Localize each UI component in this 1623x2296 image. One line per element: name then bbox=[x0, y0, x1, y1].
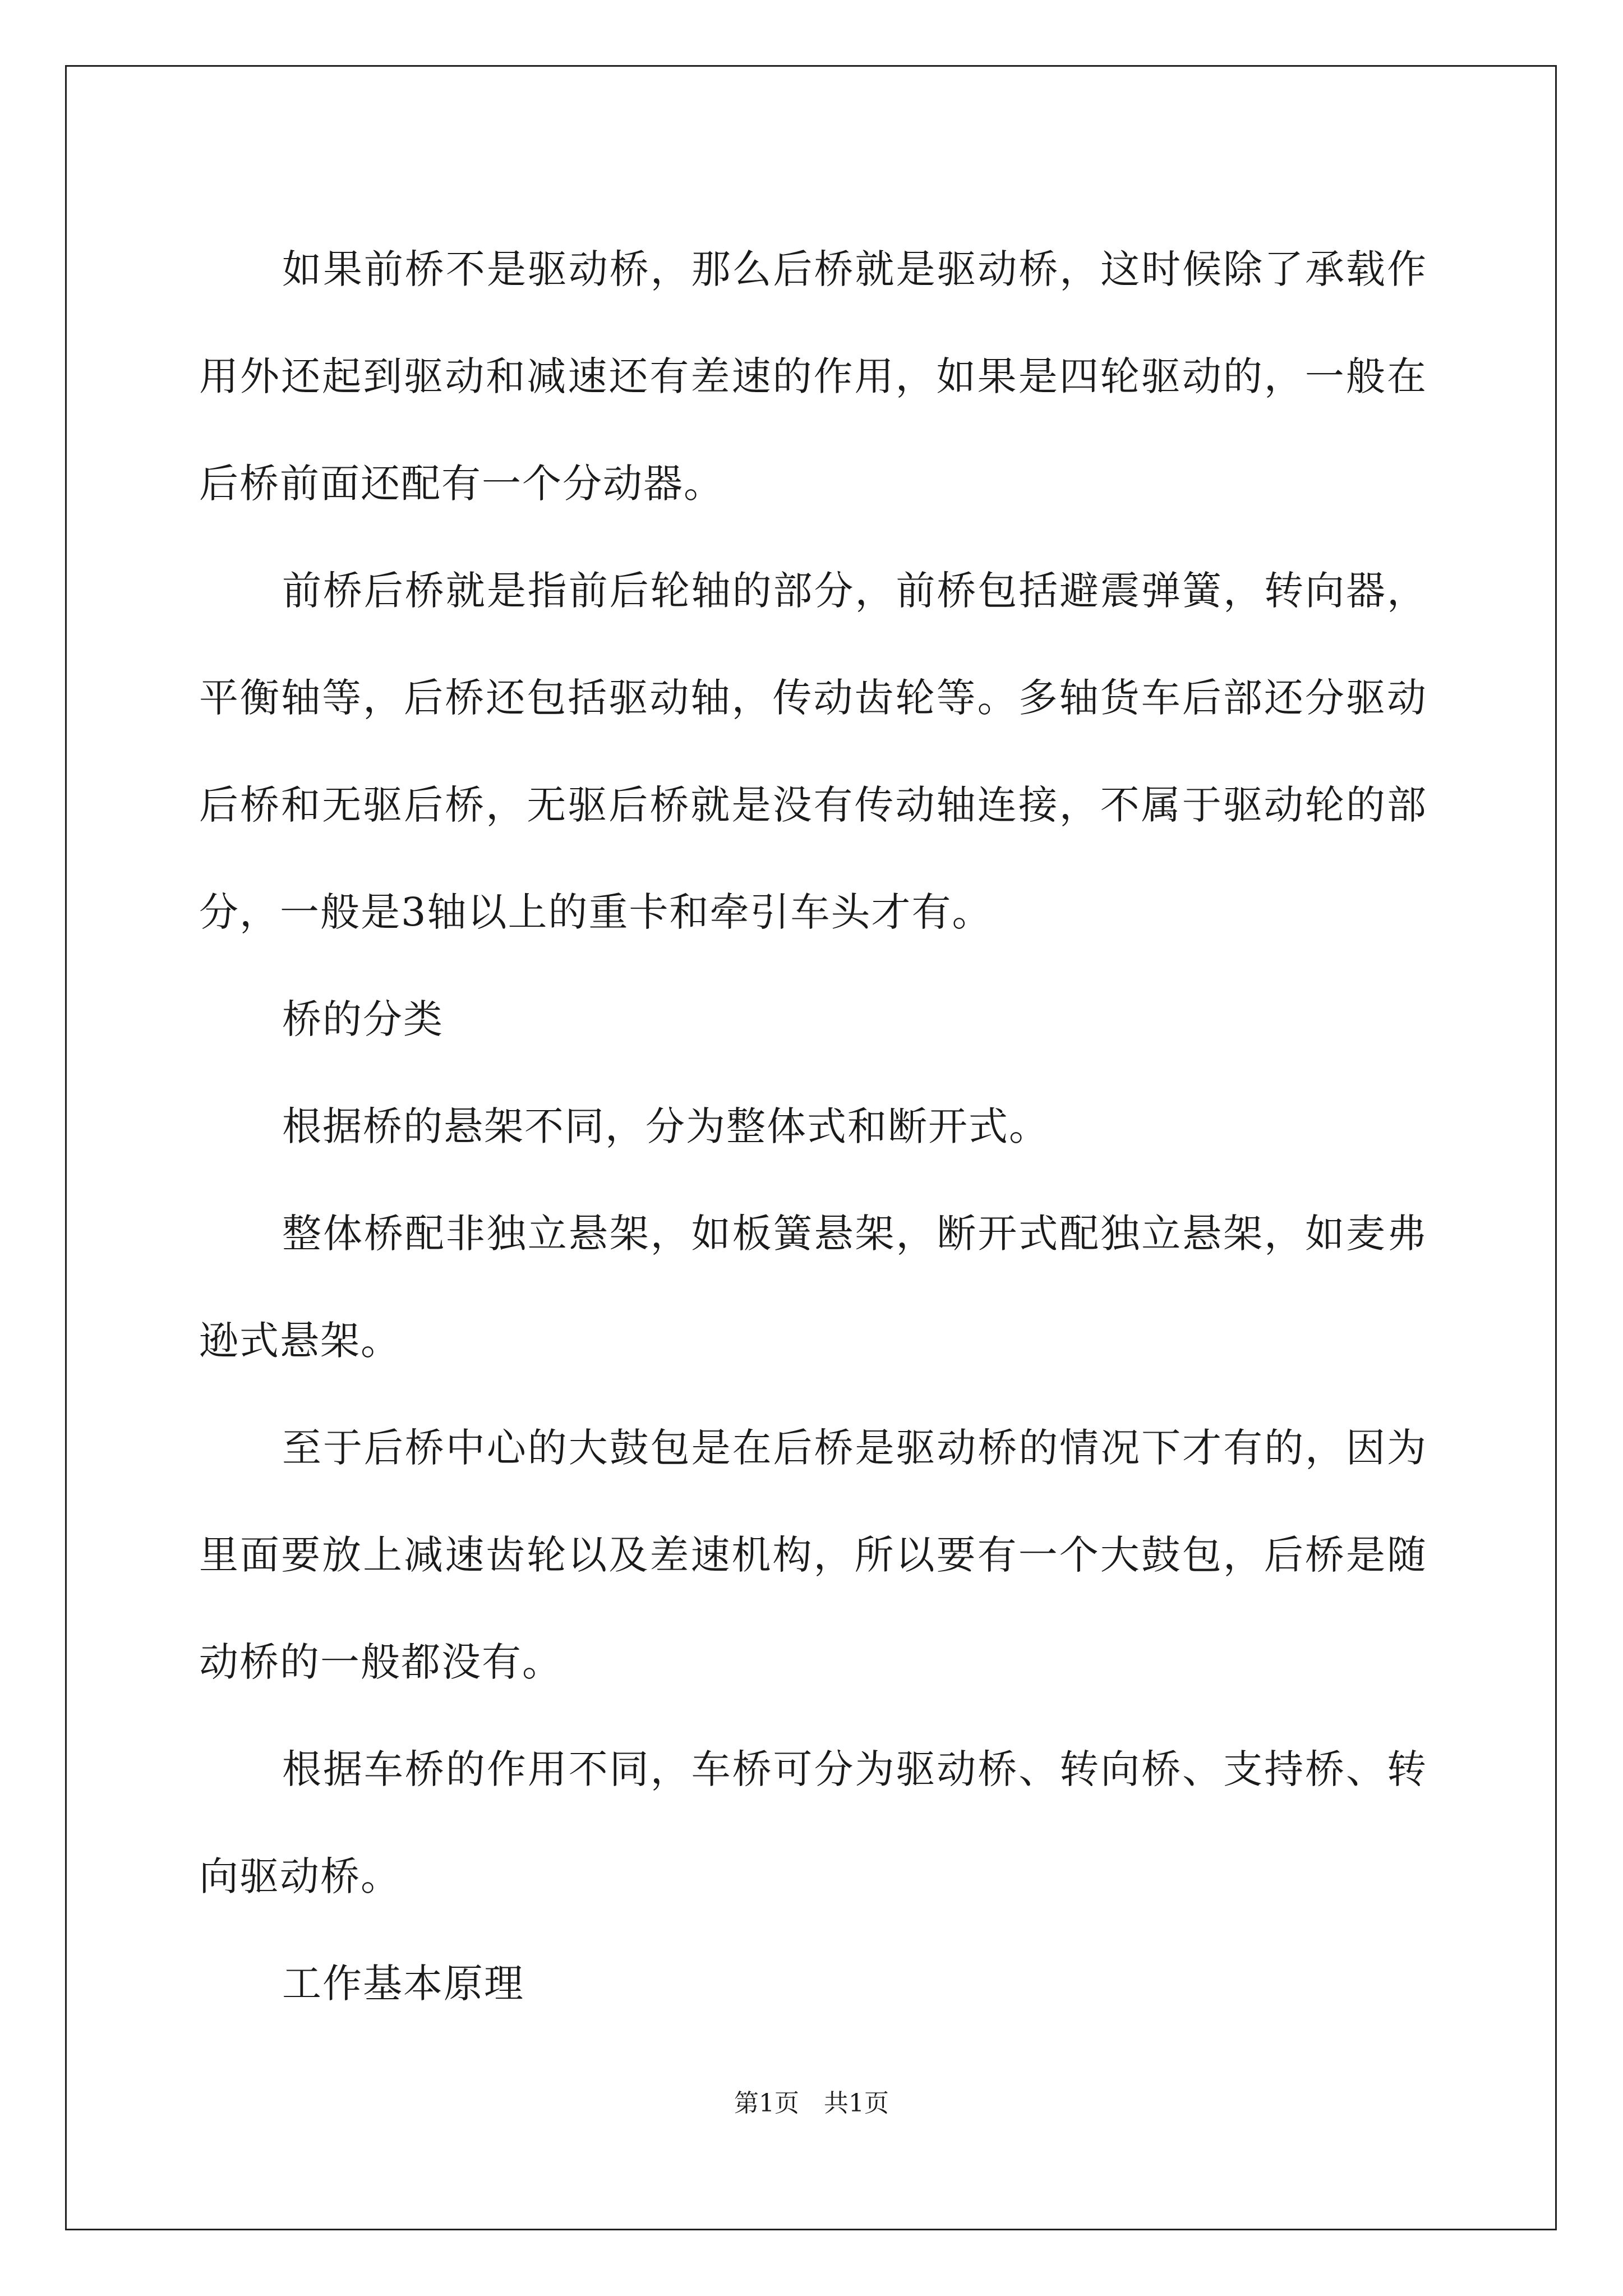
paragraph-2: 前桥后桥就是指前后轮轴的部分，前桥包括避震弹簧，转向器，平衡轴等，后桥还包括驱动轴，传动齿轮等。多轴货车后部还分驱动后桥和无驱后桥，无驱后桥就是没有传动轴连接，不属于驱动轮的部分，一般是3轴以上的重卡和牵引车头才有。 bbox=[199, 568, 1427, 935]
paragraph-4: 整体桥配非独立悬架，如板簧悬架，断开式配独立悬架，如麦弗逊式悬架。 bbox=[199, 1211, 1427, 1364]
paragraph-6: 根据车桥的作用不同，车桥可分为驱动桥、转向桥、支持桥、转向驱动桥。 bbox=[199, 1746, 1427, 1899]
section-heading-bridge-types: 桥的分类 bbox=[282, 996, 444, 1042]
document-body bbox=[199, 216, 1427, 2037]
section-heading-working-principle: 工作基本原理 bbox=[282, 1961, 524, 2007]
page-footer: 第1页 共1页 bbox=[734, 2089, 889, 2118]
paragraph-3: 根据桥的悬架不同，分为整体式和断开式。 bbox=[282, 1103, 1049, 1149]
paragraph-1: 如果前桥不是驱动桥，那么后桥就是驱动桥，这时候除了承载作用外还起到驱动和减速还有差速的作用，如果是四轮驱动的，一般在后桥前面还配有一个分动器。 bbox=[199, 246, 1427, 507]
paragraph-5: 至于后桥中心的大鼓包是在后桥是驱动桥的情况下才有的，因为里面要放上减速齿轮以及差速机构，所以要有一个大鼓包，后桥是随动桥的一般都没有。 bbox=[199, 1425, 1427, 1685]
